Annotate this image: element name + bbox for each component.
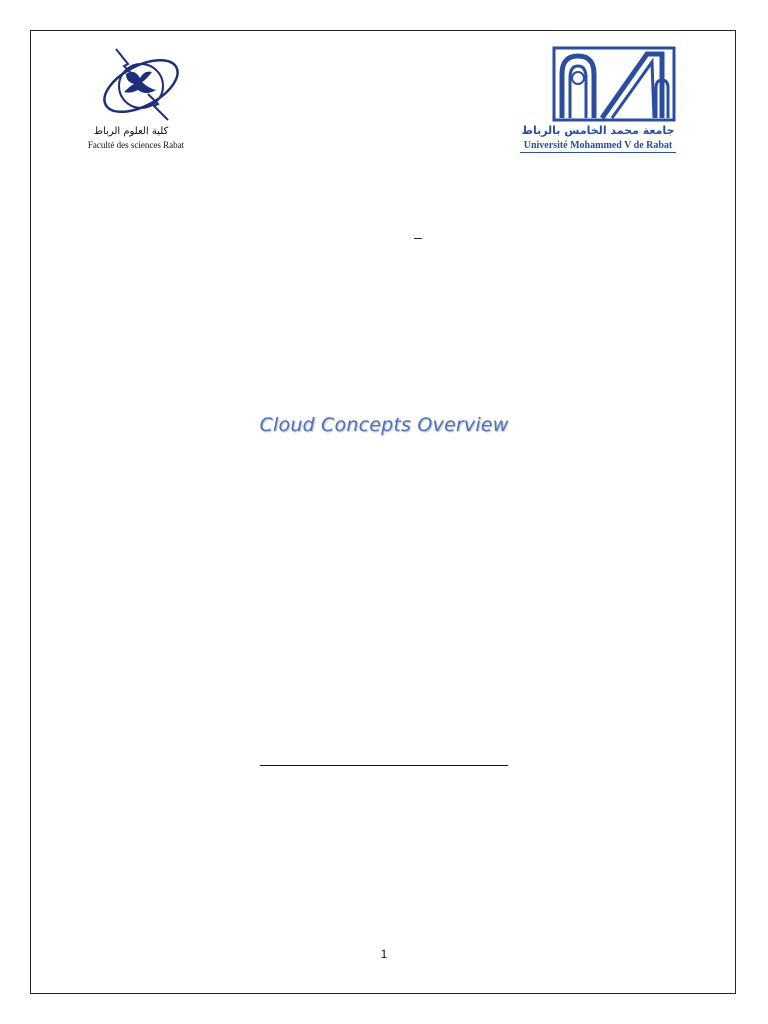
page-border: [30, 30, 736, 994]
university-emblem-icon: [552, 46, 676, 122]
faculty-emblem-icon: [96, 44, 186, 124]
page-number: 1: [380, 947, 388, 961]
document-title: Cloud Concepts Overview: [259, 414, 509, 436]
university-logo: [520, 44, 680, 154]
signature-line: [260, 765, 508, 766]
faculty-french-name: Faculté des sciences Rabat: [87, 140, 185, 150]
dash-mark: –: [414, 229, 422, 245]
faculty-arabic-name: كلية العلوم الرباط: [93, 126, 169, 137]
university-arabic-name: جامعة محمد الخامس بالرباط: [521, 124, 675, 137]
faculty-logo: [76, 44, 206, 154]
university-french-name: Université Mohammed V de Rabat: [520, 140, 676, 153]
